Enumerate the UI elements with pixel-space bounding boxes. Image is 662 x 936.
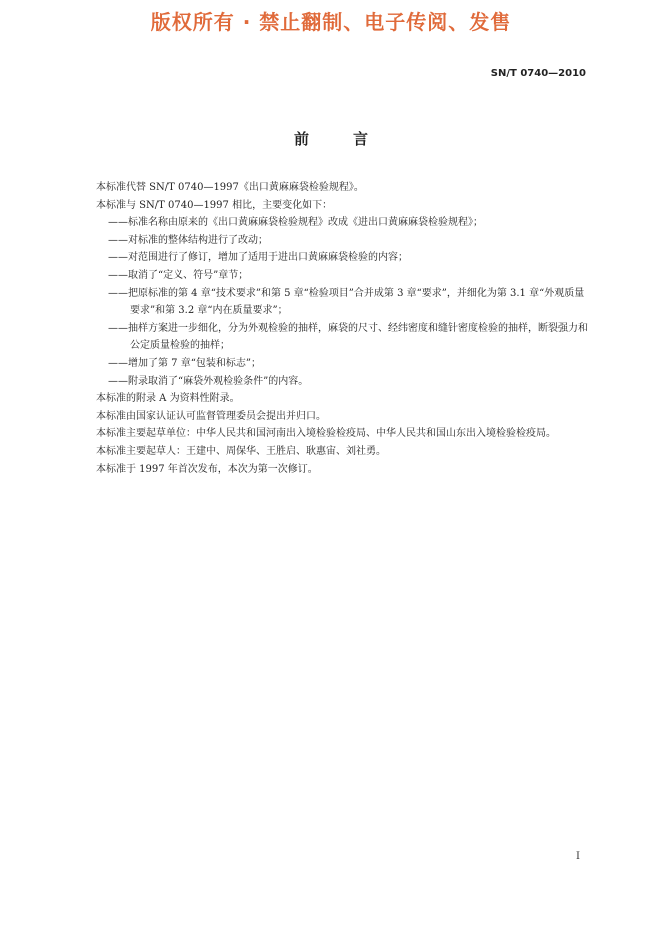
change-list-item bbox=[96, 214, 588, 232]
page-number: I bbox=[576, 851, 580, 862]
item-dash: —— bbox=[108, 287, 128, 299]
change-list-item bbox=[96, 355, 588, 373]
change-list-item bbox=[96, 285, 588, 320]
item-dash: —— bbox=[108, 252, 128, 264]
change-list-item bbox=[96, 249, 588, 267]
change-item-text: 取消了“定义、符号”章节； bbox=[128, 269, 249, 281]
item-dash: —— bbox=[108, 357, 128, 369]
copyright-watermark: 版权所有 · 禁止翻制、电子传阅、发售 bbox=[150, 10, 512, 34]
change-item-text: 附录取消了“麻袋外观检验条件”的内容。 bbox=[128, 375, 309, 387]
change-list-item bbox=[96, 267, 588, 285]
paragraph-changes-intro: 本标准与 SN/T 0740—1997 相比，主要变化如下： bbox=[96, 199, 333, 211]
paragraph-drafting-units: 本标准主要起草单位：中华人民共和国河南出入境检验检疫局、中华人民共和国山东出入境检验检疫局。 bbox=[96, 428, 556, 440]
foreword-body bbox=[76, 179, 588, 478]
change-list-item bbox=[96, 373, 588, 391]
paragraph-history: 本标准于 1997 年首次发布，本次为第一次修订。 bbox=[96, 463, 318, 475]
change-item-text: 把原标准的第 4 章“技术要求”和第 5 章“检验项目”合并成第 3 章“要求”，并细化为第 3.1 章“外观质量要求”和第 3.2 章“内在质量要求”； bbox=[128, 287, 585, 317]
change-item-text: 对范围进行了修订，增加了适用于进出口黄麻麻袋检验的内容； bbox=[128, 252, 408, 264]
change-item-text: 标准名称由原来的《出口黄麻麻袋检验规程》改成《进出口黄麻麻袋检验规程》； bbox=[128, 217, 483, 229]
change-list-item bbox=[96, 232, 588, 250]
title-char-1: 前 bbox=[293, 130, 309, 148]
item-dash: —— bbox=[108, 217, 128, 229]
paragraph-proposer: 本标准由国家认证认可监督管理委员会提出并归口。 bbox=[96, 410, 326, 422]
change-item-text: 对标准的整体结构进行了改动； bbox=[128, 234, 268, 246]
standard-code: SN/T 0740—2010 bbox=[490, 68, 586, 79]
page-title bbox=[0, 128, 662, 149]
item-dash: —— bbox=[108, 234, 128, 246]
paragraph-appendix: 本标准的附录 A 为资料性附录。 bbox=[96, 393, 240, 405]
item-dash: —— bbox=[108, 322, 128, 334]
title-char-2: 言 bbox=[353, 130, 369, 148]
paragraph-drafters: 本标准主要起草人：王建中、周保华、王胜启、耿惠宙、刘社勇。 bbox=[96, 445, 386, 457]
item-dash: —— bbox=[108, 269, 128, 281]
change-item-text: 增加了第 7 章“包装和标志”； bbox=[128, 357, 261, 369]
paragraph-replaces: 本标准代替 SN/T 0740—1997《出口黄麻麻袋检验规程》。 bbox=[96, 182, 364, 193]
item-dash: —— bbox=[108, 375, 128, 387]
change-item-text: 抽样方案进一步细化，分为外观检验的抽样，麻袋的尺寸、经纬密度和缝针密度检验的抽样，断裂强力和公定质量检验的抽样； bbox=[128, 322, 588, 352]
change-list-item bbox=[96, 320, 588, 355]
